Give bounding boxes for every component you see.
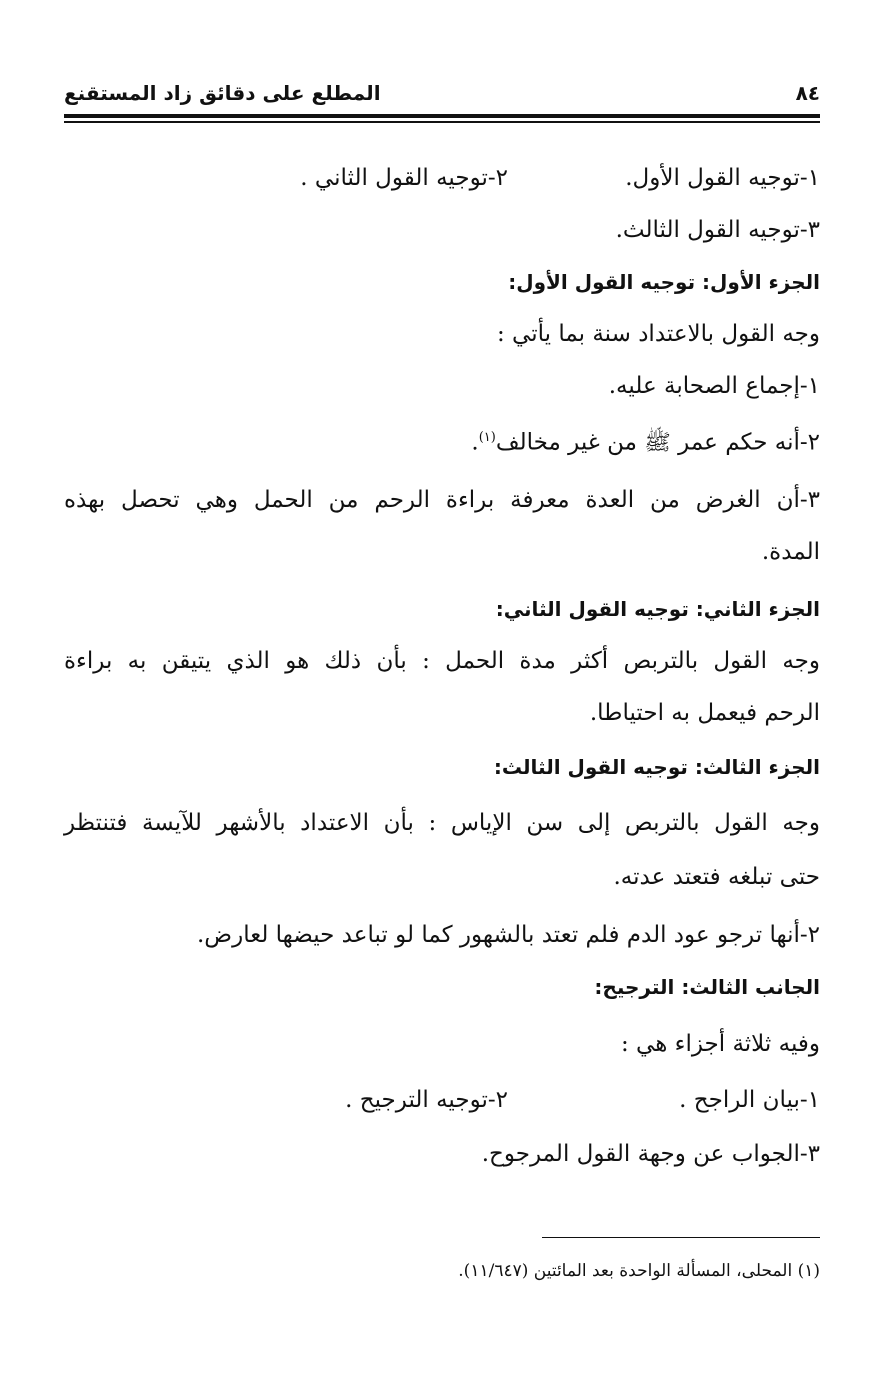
text-line-2: ٣-توجيه القول الثالث. <box>615 217 820 243</box>
footnote-reference: (١) <box>478 430 496 445</box>
header-rule-thin <box>64 121 820 123</box>
text-line-7: ٣-أن الغرض من العدة معرفة براءة الرحم من الحمل وهي تحصل بهذه <box>64 487 820 513</box>
list-item-2: ٢-توجيه القول الثاني . <box>300 165 508 191</box>
page-header <box>64 78 820 108</box>
text-line-5: ١-إجماع الصحابة عليه. <box>608 373 820 399</box>
section-heading-3: الجزء الثالث: توجيه القول الثالث: <box>493 755 820 779</box>
text-line-19: ٣-الجواب عن وجهة القول المرجوح. <box>481 1141 820 1167</box>
text-line-17: وفيه ثلاثة أجزاء هي : <box>620 1031 820 1057</box>
text-line-8: المدة. <box>761 539 820 565</box>
section-heading-1: الجزء الأول: توجيه القول الأول: <box>508 270 820 294</box>
text-line-10: وجه القول بالتربص أكثر مدة الحمل : بأن ذلك هو الذي يتيقن به براءة <box>64 648 820 674</box>
text-line-15: ٢-أنها ترجو عود الدم فلم تعتد بالشهور كما لو تباعد حيضها لعارض. <box>197 922 820 948</box>
text-line-1 <box>64 161 820 195</box>
section-heading-4: الجانب الثالث: الترجيح: <box>594 975 820 999</box>
text-line-4: وجه القول بالاعتداد سنة بما يأتي : <box>496 321 820 347</box>
text-line-11: الرحم فيعمل به احتياطا. <box>589 700 820 726</box>
list-item-1: ١-بيان الراجح . <box>679 1087 820 1113</box>
text-line-18 <box>64 1083 820 1117</box>
footnote-separator <box>542 1237 820 1238</box>
section-heading-2: الجزء الثاني: توجيه القول الثاني: <box>495 597 820 621</box>
text-segment: . <box>471 429 479 456</box>
footnote: (١) المحلى، المسألة الواحدة بعد المائتين (١١/٦٤٧). <box>458 1261 820 1281</box>
text-segment: ٢-أنه حكم عمر <box>678 429 820 456</box>
running-title: المطلع على دقائق زاد المستقنع <box>64 81 381 105</box>
honorific-mark: ﷺ <box>644 430 671 456</box>
list-item-1: ١-توجيه القول الأول. <box>625 165 820 191</box>
list-item-2: ٢-توجيه الترجيح . <box>345 1087 508 1113</box>
page-number: ٨٤ <box>795 81 820 105</box>
text-line-14: حتى تبلغه فتعتد عدته. <box>613 864 820 890</box>
text-line-6 <box>64 421 820 461</box>
text-line-13: وجه القول بالتربص إلى سن الإياس : بأن الاعتداد بالأشهر للآيسة فتنتظر <box>64 810 820 836</box>
text-segment: من غير مخالف <box>495 429 637 456</box>
header-rule-thick <box>64 114 820 118</box>
